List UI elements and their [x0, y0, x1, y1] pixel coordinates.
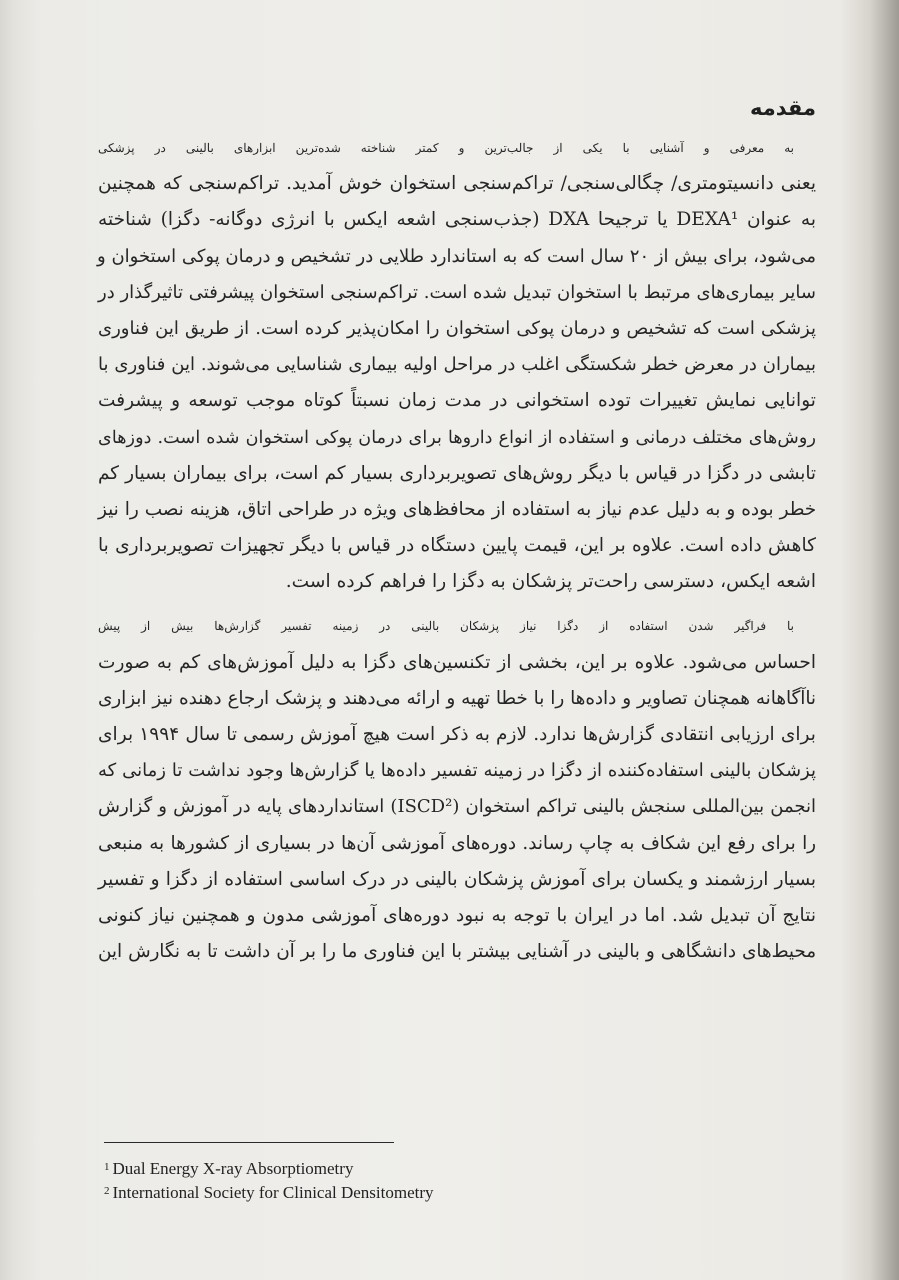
footnote-mark: 2 [104, 1185, 110, 1197]
text-line: پزشکان بالینی استفاده‌کننده از دگزا در زمینه تفسیر داده‌ها یا گزارش‌ها وجود نداشت تا زمانی که [98, 760, 816, 782]
footnote-2 [104, 1180, 434, 1204]
footnote-divider [104, 1142, 394, 1143]
footnotes [104, 1156, 434, 1204]
section-heading: مقدمه [750, 96, 816, 120]
text-line: ناآگاهانه همچنان تصاویر و داده‌ها را با خطا تهیه و ارائه می‌دهند و پزشک ارجاع دهنده نیز ابزاری [98, 687, 816, 709]
text-line: را برای رفع این شکاف به چاپ رساند. دوره‌های آموزشی آن‌ها در بسیاری از کشورها به منبعی [98, 832, 816, 854]
text-line: روش‌های مختلف درمانی و استفاده از انواع داروها برای درمان پوکی استخوان شده است. دوزهای [98, 427, 816, 448]
text-line: به عنوان DEXA¹ یا ترجیحا DXA (جذب‌سنجی اشعه ایکس با انرژی دوگانه- دگزا) شناخته [98, 209, 817, 231]
text-line: می‌شود، برای بیش از ۲۰ سال است که به استاندارد طلایی در تشخیص و درمان پوکی استخوان و [97, 245, 816, 267]
text-line: برای ارزیابی انتقادی گزارش‌ها ندارد. لازم به ذکر است هیچ آموزش رسمی تا سال ۱۹۹۴ برای [98, 724, 816, 745]
text-line: تابشی در دگزا در قیاس با دیگر روش‌های تصویربرداری بسیار کم است، برای بیماران بسیار کم [98, 462, 816, 484]
text-line: احساس می‌شود. علاوه بر این، بخشی از تکنسین‌های دگزا به دلیل آموزش‌های کم به صورت [98, 651, 816, 673]
footnote-mark: 1 [104, 1161, 110, 1173]
text-line: خطر بوده و به دلیل عدم نیاز به استفاده از محافظ‌های ویژه در طراحی اتاق، هزینه نصب را نیز [98, 498, 816, 520]
text-line: انجمن بین‌المللی سنجش بالینی تراکم استخوان (ISCD²) استانداردهای پایه در آموزش و گزارش [98, 796, 816, 818]
text-line: بیماران در معرض خطر شکستگی اغلب در مراحل اولیه بیماری شناسایی می‌شوند. این فناوری با [98, 354, 816, 376]
text-line: سایر بیماری‌های مرتبط با استخوان تبدیل شده است. تراکم‌سنجی استخوان پیشرفتی تاثیرگذار در [98, 281, 816, 303]
paragraph-1 [98, 130, 816, 600]
book-page [40, 0, 868, 1280]
text-line: اشعه ایکس، دسترسی راحت‌تر پزشکان به دگزا را فراهم کرده است. [285, 571, 816, 593]
body-text [98, 130, 816, 970]
footnote-text: Dual Energy X-ray Absorptiometry [112, 1159, 354, 1178]
text-line: پزشکی است که تشخیص و درمان پوکی استخوان را امکان‌پذیر کرده است. از طریق این فناوری [98, 317, 817, 339]
text-line: نتایج آن تبدیل شد. اما در ایران با توجه به نبود دوره‌های آموزشی مدون و همچنین نیاز کنونی [98, 904, 816, 926]
text-line: بسیار ارزشمند و یکسان برای آموزش پزشکان بالینی در درک اساسی استفاده از دگزا و تفسیر [98, 868, 816, 890]
paragraph-2 [98, 608, 816, 970]
text-line: توانایی نمایش تغییرات توده استخوانی در مدت زمان نسبتاً کوتاه موجب توسعه و پیشرفت [98, 390, 816, 412]
text-line: یعنی دانسیتومتری/ چگالی‌سنجی/ تراکم‌سنجی استخوان خوش آمدید. تراکم‌سنجی که همچنین [98, 173, 816, 195]
text-line: کاهش داده است. علاوه بر این، قیمت پایین دستگاه در قیاس با دیگر تجهیزات تصویربرداری با [98, 535, 816, 557]
text-line: محیط‌های دانشگاهی و بالینی در آشنایی بیشتر با این فناوری ما را بر آن داشت تا به نگارش این [98, 941, 816, 963]
footnote-1 [104, 1156, 434, 1180]
text-line: به معرفی و آشنایی با یکی از جالب‌ترین و کمتر شناخته شده‌ترین ابزارهای بالینی در پزشکی [98, 141, 794, 155]
text-line: با فراگیر شدن استفاده از دگزا نیاز پزشکان بالینی در زمینه تفسیر گزارش‌ها بیش از پیش [98, 619, 794, 634]
footnote-text: International Society for Clinical Densitometry [112, 1183, 434, 1202]
